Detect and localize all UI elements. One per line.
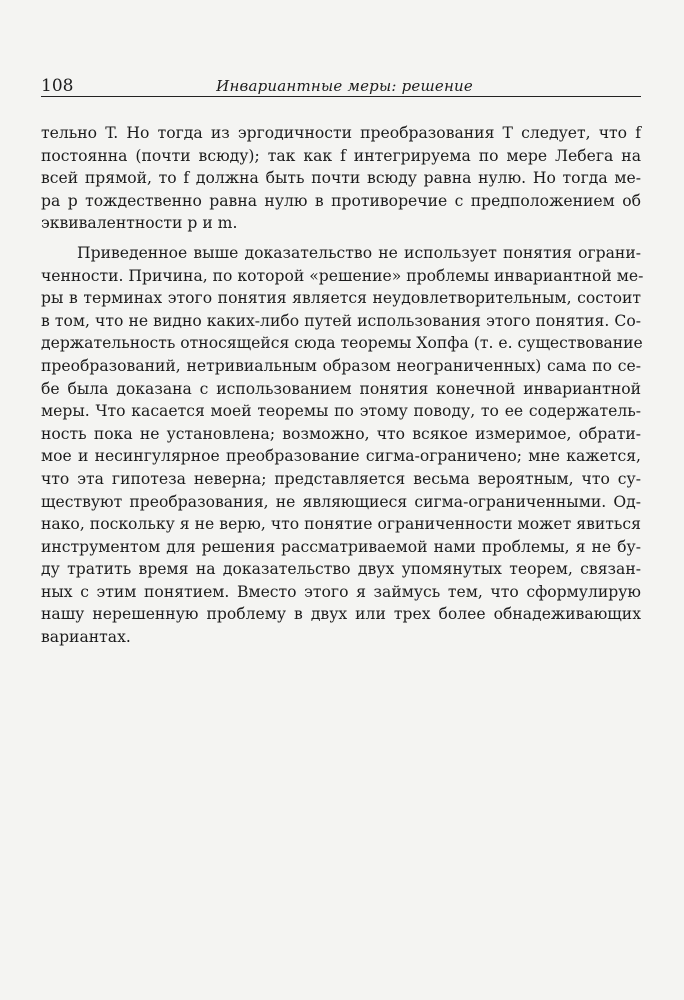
text-line: ность пока не установлена; возможно, что всякое измеримое, обрати- <box>41 424 641 443</box>
paragraph-1 <box>41 122 641 235</box>
text-line: ных с этим понятием. Вместо этого я займусь тем, что сформулирую <box>41 582 641 601</box>
text-line: ры в терминах этого понятия является неудовлетворительным, состоит <box>41 289 641 308</box>
body-text <box>41 122 644 649</box>
paragraph-2 <box>41 242 644 649</box>
text-line: всей прямой, то f должна быть почти всюду равна нулю. Но тогда ме- <box>41 169 641 188</box>
text-line: постоянна (почти всюду); так как f интегрируема по мере Лебега на <box>41 146 641 165</box>
text-line: вариантах. <box>41 628 131 647</box>
text-line: преобразований, нетривиальным образом неограниченных) сама по се- <box>41 356 641 375</box>
text-line: инструментом для решения рассматриваемой нами проблемы, я не бу- <box>41 537 641 556</box>
text-line: ра p тождественно равна нулю в противоречие с предположением об <box>41 191 641 210</box>
text-line: нашу нерешенную проблему в двух или трех более обнадеживающих <box>41 605 641 624</box>
running-head <box>41 76 641 97</box>
running-title: Инвариантные меры: решение <box>216 77 473 95</box>
text-line: эквивалентности p и m. <box>41 214 238 233</box>
text-line: ществуют преобразования, не являющиеся сигма-ограниченными. Од- <box>41 492 641 511</box>
text-line: меры. Что касается моей теоремы по этому поводу, то ее содержатель- <box>41 402 641 421</box>
text-line: в том, что не видно каких-либо путей использования этого понятия. Со- <box>41 311 641 330</box>
text-line: ченности. Причина, по которой «решение» проблемы инвариантной ме- <box>41 266 644 285</box>
text-line: что эта гипотеза неверна; представляется весьма вероятным, что су- <box>41 469 641 488</box>
text-line: бе была доказана с использованием понятия конечной инвариантной <box>41 379 641 398</box>
text-line: ду тратить время на доказательство двух упомянутых теорем, связан- <box>41 560 641 579</box>
text-line: мое и несингулярное преобразование сигма-ограничено; мне кажется, <box>41 447 641 466</box>
text-line: Приведенное выше доказательство не использует понятия ограни- <box>77 243 641 262</box>
text-line: тельно T. Но тогда из эргодичности преобразования T следует, что f <box>41 124 641 142</box>
text-line: держательность относящейся сюда теоремы Хопфа (т. е. существование <box>41 334 643 353</box>
page-number: 108 <box>41 76 74 96</box>
text-line: нако, поскольку я не верю, что понятие ограниченности может явиться <box>41 515 641 534</box>
